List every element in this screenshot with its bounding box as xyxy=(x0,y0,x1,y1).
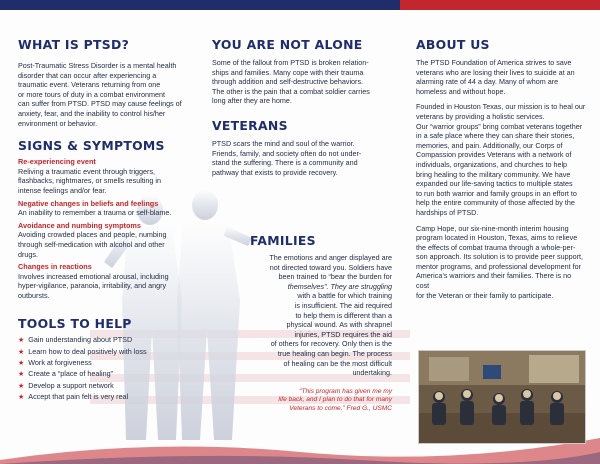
star-icon: ★ xyxy=(18,337,25,345)
tools-list xyxy=(18,335,186,403)
about-heading: ABOUT US xyxy=(416,37,490,52)
families-heading: FAMILIES xyxy=(250,233,316,248)
list-item: ★ Develop a support network xyxy=(18,380,114,390)
group-photo xyxy=(418,350,586,444)
list-item: ★ Gain understanding about PTSD xyxy=(18,335,133,345)
avoidance-title: Avoidance and numbing symptoms xyxy=(18,220,141,230)
list-item: ★ Work at forgiveness xyxy=(18,358,92,368)
what-is-ptsd-heading: WHAT IS PTSD? xyxy=(18,37,130,52)
negative-changes-text: An inability to remember a trauma or self-blame. xyxy=(18,208,172,218)
column-left xyxy=(18,38,186,403)
column-middle xyxy=(212,38,390,177)
list-item: ★ Create a “place of healing” xyxy=(18,369,113,379)
reactions-text: Involves increased emotional arousal, including hyper-vigilance, paranoia, irritability, and angry outbursts. xyxy=(18,271,169,300)
families-section xyxy=(250,234,420,414)
star-icon: ★ xyxy=(18,348,25,356)
about-paragraph-3: Camp Hope, our six-nine-month interim housing program located in Houston, Texas, aims to relieve the effects of combat trauma through a whole-per- son approach. Its solution is to provide peer support, mentor programs, and professional development for America’s warriors and their families. There is no cost for the Veteran or their family to participate. xyxy=(416,223,584,300)
testimonial-quote: “This program has given me my life back, and I plan to do that for many Veterans to come.” Fred G., USMC xyxy=(278,387,392,412)
reactions-title: Changes in reactions xyxy=(18,262,92,272)
about-paragraph-2: Founded in Houston Texas, our mission is to heal our veterans by providing a holistic services. Our “warrior groups” bring combat veterans together in a safe place where they can share their stories, memories, and pain. Additionally, our Corps of Compassion provides Veterans with a network of individuals, organizations, and churches to help bring healing to the military community. We have expanded our life-saving tactics to multiple states to run both warrior and family groups in an effort to help the entire community of those affected by the hardships of PTSD. xyxy=(416,102,586,217)
list-item: ★ Accept that pain felt is very real xyxy=(18,391,129,401)
about-paragraph-1: The PTSD Foundation of America strives to save veterans who are losing their lives to suicide at an alarming rate of 44 a day. Many of whom are homeless and without hope. xyxy=(416,58,575,96)
avoidance-text: Avoiding crowded places and people, numbing through self-medication with alcohol and other drugs. xyxy=(18,230,167,259)
list-item: ★ Learn how to deal positively with loss xyxy=(18,346,147,356)
not-alone-text: Some of the fallout from PTSD is broken relation- ships and families. Many cope with their trauma through addition and self-destructive behaviors. The other is the pain that a combat soldier carries long after they are home. xyxy=(212,58,370,106)
signs-heading: SIGNS & SYMPTOMS xyxy=(18,138,165,154)
families-text: The emotions and anger displayed are not directed toward you. Soldiers have been trained to “bear the burden for themselves”. They are struggling with a battle for which training is insufficient. The aid required to help them is different than a physical wound. As with shrapnel injuries, PTSD requires the aid of others for recovery. Only then is the true healing can begin. The process of healing can be the most difficult undertaking. xyxy=(269,253,392,378)
what-is-ptsd-text: Post-Traumatic Stress Disorder is a mental health disorder that can occur after experiencing a traumatic event. Veterans returning from one or more tours of duty in a combat environment can suffer from PTSD. PTSD may cause feelings of anxiety, fear, and the inability to control his/her environment or behavior. xyxy=(18,61,182,128)
reexperiencing-text: Reliving a traumatic event through triggers, flashbacks, nightmares, or smells resulting in intense feelings and/or fear. xyxy=(18,166,162,195)
not-alone-heading: YOU ARE NOT ALONE xyxy=(212,37,363,52)
star-icon: ★ xyxy=(18,360,25,368)
negative-changes-title: Negative changes in beliefs and feelings xyxy=(18,198,159,208)
reexperiencing-title: Re-experiencing event xyxy=(18,157,96,167)
star-icon: ★ xyxy=(18,393,25,401)
veterans-text: PTSD scars the mind and soul of the warrior. Friends, family, and society often do not under- stand the suffering. There is a community and pathway that exists to provide recovery. xyxy=(212,138,362,177)
column-right xyxy=(416,38,586,300)
star-icon: ★ xyxy=(18,371,25,379)
veterans-heading: VETERANS xyxy=(212,117,288,133)
tools-heading: TOOLS TO HELP xyxy=(18,316,132,332)
star-icon: ★ xyxy=(18,382,25,390)
